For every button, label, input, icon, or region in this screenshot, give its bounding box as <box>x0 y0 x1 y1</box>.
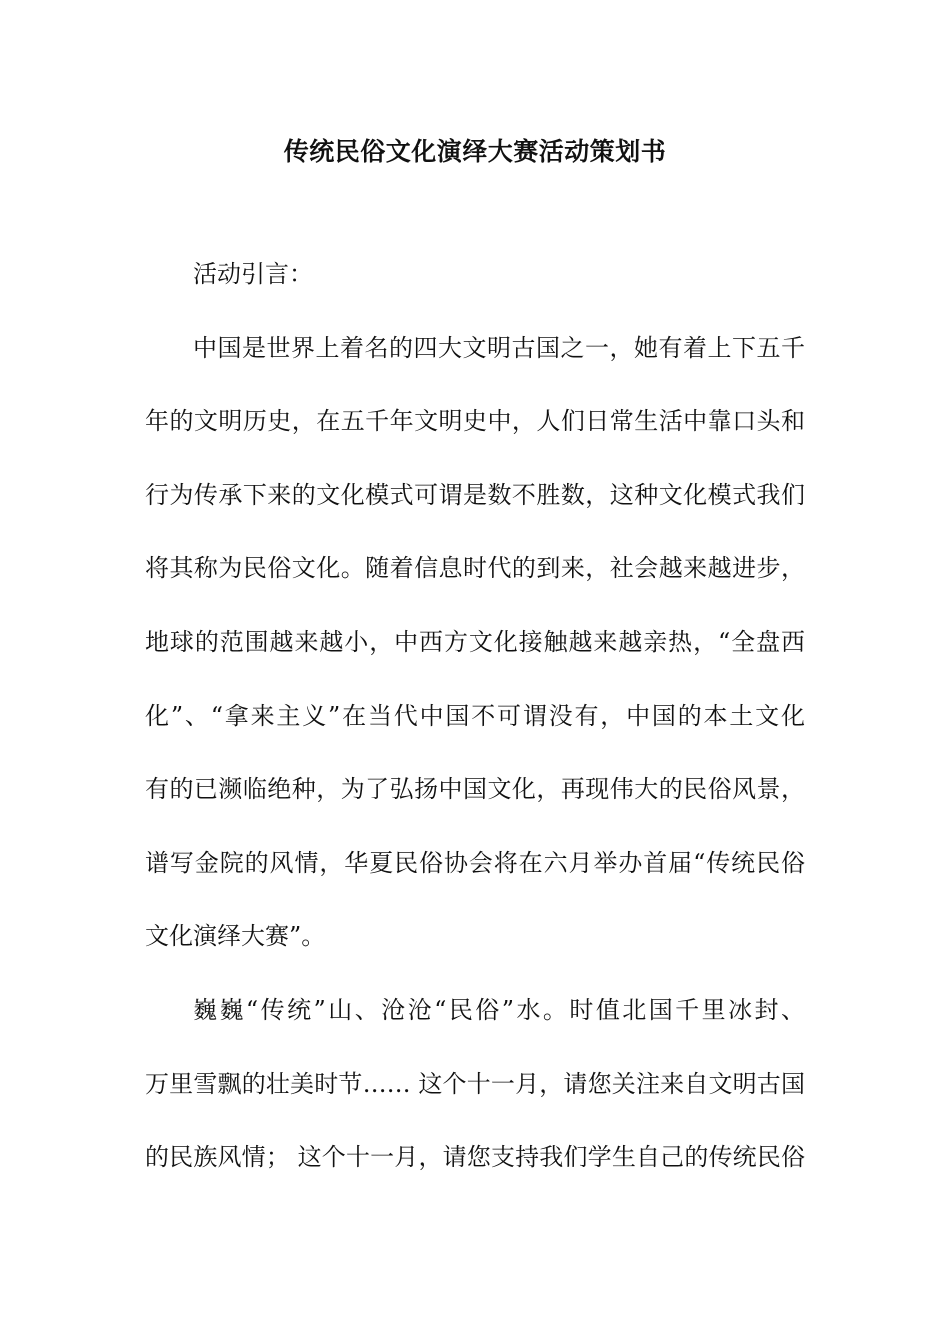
section-heading-intro: 活动引言： <box>193 260 313 288</box>
paragraph-line: 文化演绎大赛”。 <box>145 922 326 951</box>
document-title: 传统民俗文化演绎大赛活动策划书 <box>283 137 667 166</box>
paragraph-line: 有的已濒临绝种，为了弘扬中国文化，再现伟大的民俗风景， <box>145 775 805 804</box>
paragraph-line: 年的文明历史，在五千年文明史中，人们日常生活中靠口头和 <box>145 407 805 436</box>
document-body <box>145 256 805 1213</box>
paragraph-line: 中国是世界上着名的四大文明古国之一，她有着上下五千 <box>193 333 805 362</box>
paragraph-line: 行为传承下来的文化模式可谓是数不胜数，这种文化模式我们 <box>145 480 805 509</box>
paragraph-line: 化”、“拿来主义”在当代中国不可谓没有，中国的本土文化 <box>145 701 805 730</box>
paragraph-line: 谱写金院的风情，华夏民俗协会将在六月举办首届“传统民俗 <box>145 848 805 877</box>
paragraph-line: 的民族风情； 这个十一月，请您支持我们学生自己的传统民俗 <box>145 1143 805 1172</box>
paragraph-line: 将其称为民俗文化。随着信息时代的到来，社会越来越进步， <box>145 554 805 583</box>
paragraph-line: 巍巍“传统”山、沧沧“民俗”水。时值北国千里冰封、 <box>193 995 805 1024</box>
paragraph-line: 地球的范围越来越小，中西方文化接触越来越亲热，“全盘西 <box>145 627 805 656</box>
paragraph-line: 万里雪飘的壮美时节…… 这个十一月，请您关注来自文明古国 <box>145 1069 805 1098</box>
